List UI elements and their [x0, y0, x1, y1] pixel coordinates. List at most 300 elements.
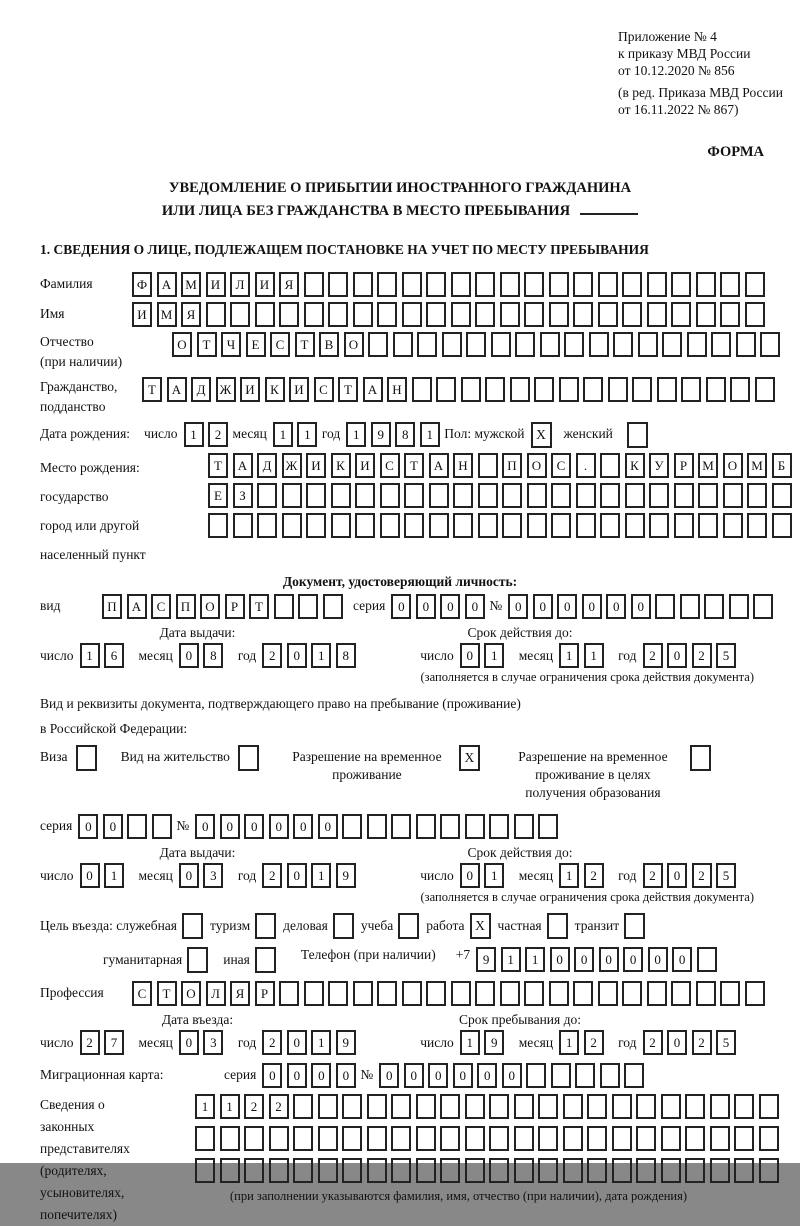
char-cell[interactable]: 1 [460, 1030, 480, 1055]
char-cell[interactable] [696, 272, 716, 297]
char-cell[interactable] [220, 1158, 240, 1183]
char-cell[interactable]: 2 [262, 863, 282, 888]
char-cell[interactable]: 0 [550, 947, 570, 972]
char-cell[interactable] [220, 1126, 240, 1151]
char-cell[interactable] [233, 513, 253, 538]
char-cell[interactable] [515, 332, 535, 357]
char-cell[interactable] [723, 513, 743, 538]
char-cell[interactable] [551, 513, 571, 538]
char-cell[interactable] [298, 594, 318, 619]
char-cell[interactable]: 6 [104, 643, 124, 668]
char-cell[interactable]: 0 [391, 594, 411, 619]
char-cell[interactable] [417, 332, 437, 357]
char-cell[interactable] [331, 513, 351, 538]
char-cell[interactable] [489, 1126, 509, 1151]
char-cell[interactable] [549, 302, 569, 327]
char-cell[interactable]: 0 [262, 1063, 282, 1088]
char-cell[interactable] [564, 332, 584, 357]
char-cell[interactable] [612, 1158, 632, 1183]
char-cell[interactable] [734, 1094, 754, 1119]
char-cell[interactable]: Т [197, 332, 217, 357]
char-cell[interactable]: С [270, 332, 290, 357]
char-cell[interactable] [429, 483, 449, 508]
char-cell[interactable] [416, 1126, 436, 1151]
char-cell[interactable]: 0 [287, 1063, 307, 1088]
char-cell[interactable]: Я [230, 981, 250, 1006]
char-cell[interactable]: 0 [533, 594, 553, 619]
char-cell[interactable] [587, 1126, 607, 1151]
char-cell[interactable]: 2 [80, 1030, 100, 1055]
char-cell[interactable]: 8 [203, 643, 223, 668]
char-cell[interactable] [583, 377, 603, 402]
char-cell[interactable]: А [167, 377, 187, 402]
char-cell[interactable] [514, 1094, 534, 1119]
purpose-other-checkbox[interactable] [255, 947, 276, 973]
char-cell[interactable] [661, 1094, 681, 1119]
doc-series-cells[interactable] [391, 594, 489, 619]
char-cell[interactable] [426, 272, 446, 297]
char-cell[interactable] [208, 513, 228, 538]
char-cell[interactable]: 0 [606, 594, 626, 619]
char-cell[interactable]: 2 [208, 422, 228, 447]
char-cell[interactable] [598, 272, 618, 297]
char-cell[interactable] [355, 513, 375, 538]
char-cell[interactable]: Б [772, 453, 792, 478]
char-cell[interactable] [647, 981, 667, 1006]
char-cell[interactable]: О [344, 332, 364, 357]
char-cell[interactable] [549, 981, 569, 1006]
char-cell[interactable]: 1 [501, 947, 521, 972]
char-cell[interactable] [734, 1158, 754, 1183]
char-cell[interactable] [502, 483, 522, 508]
char-cell[interactable] [451, 981, 471, 1006]
char-cell[interactable] [478, 513, 498, 538]
char-cell[interactable]: М [181, 272, 201, 297]
char-cell[interactable] [304, 981, 324, 1006]
char-cell[interactable]: И [306, 453, 326, 478]
char-cell[interactable]: Р [255, 981, 275, 1006]
char-cell[interactable] [367, 1126, 387, 1151]
char-cell[interactable] [152, 814, 172, 839]
char-cell[interactable]: 1 [484, 643, 504, 668]
char-cell[interactable] [649, 513, 669, 538]
char-cell[interactable] [318, 1094, 338, 1119]
char-cell[interactable] [747, 513, 767, 538]
char-cell[interactable] [293, 1094, 313, 1119]
char-cell[interactable] [391, 1126, 411, 1151]
char-cell[interactable] [753, 594, 773, 619]
char-cell[interactable] [736, 332, 756, 357]
char-cell[interactable]: 0 [574, 947, 594, 972]
stay-issue-month-cells[interactable] [179, 863, 228, 888]
migration-series-cells[interactable] [262, 1063, 360, 1088]
issue-month-cells[interactable] [179, 643, 228, 668]
char-cell[interactable] [402, 981, 422, 1006]
char-cell[interactable]: И [206, 272, 226, 297]
char-cell[interactable]: 0 [103, 814, 123, 839]
char-cell[interactable]: 3 [203, 863, 223, 888]
char-cell[interactable] [404, 513, 424, 538]
stay-valid-month-cells[interactable] [559, 863, 608, 888]
char-cell[interactable] [342, 1158, 362, 1183]
char-cell[interactable] [600, 453, 620, 478]
char-cell[interactable] [195, 1158, 215, 1183]
char-cell[interactable]: 2 [643, 863, 663, 888]
char-cell[interactable] [745, 272, 765, 297]
char-cell[interactable] [573, 272, 593, 297]
char-cell[interactable] [549, 272, 569, 297]
given-name-cells[interactable] [132, 302, 769, 327]
char-cell[interactable] [612, 1094, 632, 1119]
char-cell[interactable] [622, 272, 642, 297]
char-cell[interactable] [647, 302, 667, 327]
char-cell[interactable]: 0 [269, 814, 289, 839]
char-cell[interactable]: 0 [648, 947, 668, 972]
char-cell[interactable]: 0 [502, 1063, 522, 1088]
char-cell[interactable]: Д [191, 377, 211, 402]
char-cell[interactable]: Е [246, 332, 266, 357]
char-cell[interactable] [760, 332, 780, 357]
char-cell[interactable] [687, 332, 707, 357]
char-cell[interactable]: 0 [78, 814, 98, 839]
char-cell[interactable] [647, 272, 667, 297]
char-cell[interactable]: 2 [692, 643, 712, 668]
char-cell[interactable] [534, 377, 554, 402]
char-cell[interactable] [355, 483, 375, 508]
char-cell[interactable]: 1 [297, 422, 317, 447]
char-cell[interactable] [404, 483, 424, 508]
stay-series-cells[interactable] [78, 814, 176, 839]
char-cell[interactable]: 0 [477, 1063, 497, 1088]
char-cell[interactable] [576, 513, 596, 538]
char-cell[interactable] [304, 272, 324, 297]
char-cell[interactable]: 1 [80, 643, 100, 668]
char-cell[interactable] [524, 981, 544, 1006]
char-cell[interactable]: 1 [584, 643, 604, 668]
entry-year-cells[interactable] [262, 1030, 360, 1055]
char-cell[interactable] [524, 272, 544, 297]
surname-cells[interactable] [132, 272, 769, 297]
char-cell[interactable]: О [172, 332, 192, 357]
char-cell[interactable]: Ф [132, 272, 152, 297]
char-cell[interactable]: Л [206, 981, 226, 1006]
char-cell[interactable]: 0 [287, 1030, 307, 1055]
char-cell[interactable]: И [289, 377, 309, 402]
char-cell[interactable] [624, 1063, 644, 1088]
char-cell[interactable] [478, 453, 498, 478]
char-cell[interactable]: З [233, 483, 253, 508]
char-cell[interactable] [282, 513, 302, 538]
char-cell[interactable]: 9 [336, 1030, 356, 1055]
char-cell[interactable]: С [551, 453, 571, 478]
char-cell[interactable]: 0 [428, 1063, 448, 1088]
char-cell[interactable] [244, 1126, 264, 1151]
char-cell[interactable] [318, 1126, 338, 1151]
char-cell[interactable] [461, 377, 481, 402]
char-cell[interactable] [402, 272, 422, 297]
char-cell[interactable] [720, 272, 740, 297]
char-cell[interactable]: И [255, 272, 275, 297]
char-cell[interactable] [671, 272, 691, 297]
char-cell[interactable]: 1 [525, 947, 545, 972]
char-cell[interactable]: Я [181, 302, 201, 327]
char-cell[interactable] [625, 483, 645, 508]
char-cell[interactable]: М [157, 302, 177, 327]
char-cell[interactable]: Е [208, 483, 228, 508]
char-cell[interactable] [573, 302, 593, 327]
char-cell[interactable] [608, 377, 628, 402]
stay-issue-day-cells[interactable] [80, 863, 129, 888]
char-cell[interactable] [685, 1126, 705, 1151]
char-cell[interactable]: Т [338, 377, 358, 402]
purpose-tourism-checkbox[interactable] [255, 913, 276, 939]
sex-male-checkbox[interactable]: X [531, 422, 552, 448]
char-cell[interactable]: 0 [220, 814, 240, 839]
char-cell[interactable]: 0 [244, 814, 264, 839]
char-cell[interactable] [465, 814, 485, 839]
char-cell[interactable] [380, 513, 400, 538]
char-cell[interactable]: 2 [643, 1030, 663, 1055]
char-cell[interactable] [538, 814, 558, 839]
char-cell[interactable] [575, 1063, 595, 1088]
char-cell[interactable]: Т [157, 981, 177, 1006]
char-cell[interactable]: 2 [692, 1030, 712, 1055]
char-cell[interactable]: 0 [557, 594, 577, 619]
char-cell[interactable]: 5 [716, 1030, 736, 1055]
char-cell[interactable] [353, 981, 373, 1006]
char-cell[interactable]: Р [225, 594, 245, 619]
char-cell[interactable] [500, 302, 520, 327]
char-cell[interactable] [293, 1126, 313, 1151]
char-cell[interactable] [514, 814, 534, 839]
phone-cells[interactable] [476, 947, 721, 972]
char-cell[interactable] [323, 594, 343, 619]
char-cell[interactable] [342, 1094, 362, 1119]
legal-reps-row1[interactable] [195, 1094, 783, 1119]
char-cell[interactable] [587, 1158, 607, 1183]
char-cell[interactable] [466, 332, 486, 357]
char-cell[interactable] [306, 513, 326, 538]
char-cell[interactable]: 0 [293, 814, 313, 839]
char-cell[interactable] [306, 483, 326, 508]
char-cell[interactable] [367, 814, 387, 839]
char-cell[interactable]: Н [453, 453, 473, 478]
issue-day-cells[interactable] [80, 643, 129, 668]
char-cell[interactable] [638, 332, 658, 357]
char-cell[interactable]: Т [142, 377, 162, 402]
char-cell[interactable] [416, 1158, 436, 1183]
char-cell[interactable] [573, 981, 593, 1006]
char-cell[interactable]: М [698, 453, 718, 478]
char-cell[interactable]: 0 [179, 1030, 199, 1055]
char-cell[interactable] [538, 1126, 558, 1151]
char-cell[interactable] [127, 814, 147, 839]
char-cell[interactable]: . [576, 453, 596, 478]
stay-valid-year-cells[interactable] [643, 863, 741, 888]
char-cell[interactable] [729, 594, 749, 619]
char-cell[interactable]: Т [295, 332, 315, 357]
char-cell[interactable] [491, 332, 511, 357]
char-cell[interactable] [632, 377, 652, 402]
char-cell[interactable] [436, 377, 456, 402]
char-cell[interactable] [551, 1063, 571, 1088]
char-cell[interactable]: 5 [716, 863, 736, 888]
birth-place-row1[interactable] [208, 453, 796, 478]
char-cell[interactable]: 1 [104, 863, 124, 888]
char-cell[interactable]: С [132, 981, 152, 1006]
purpose-official-checkbox[interactable] [182, 913, 203, 939]
char-cell[interactable] [636, 1158, 656, 1183]
char-cell[interactable] [527, 483, 547, 508]
char-cell[interactable]: Т [249, 594, 269, 619]
doc-number-cells[interactable] [508, 594, 778, 619]
char-cell[interactable]: 0 [404, 1063, 424, 1088]
stay-until-month-cells[interactable] [559, 1030, 608, 1055]
char-cell[interactable]: 0 [195, 814, 215, 839]
char-cell[interactable] [342, 1126, 362, 1151]
char-cell[interactable]: В [319, 332, 339, 357]
char-cell[interactable] [440, 814, 460, 839]
char-cell[interactable] [195, 1126, 215, 1151]
char-cell[interactable] [671, 981, 691, 1006]
char-cell[interactable] [353, 272, 373, 297]
char-cell[interactable] [697, 947, 717, 972]
char-cell[interactable]: Т [404, 453, 424, 478]
char-cell[interactable]: 0 [287, 863, 307, 888]
purpose-work-checkbox[interactable]: X [470, 913, 491, 939]
birth-month-cells[interactable] [273, 422, 322, 447]
char-cell[interactable] [711, 332, 731, 357]
char-cell[interactable] [451, 272, 471, 297]
char-cell[interactable] [279, 302, 299, 327]
char-cell[interactable]: 0 [453, 1063, 473, 1088]
char-cell[interactable] [257, 513, 277, 538]
char-cell[interactable] [524, 302, 544, 327]
purpose-humanitarian-checkbox[interactable] [187, 947, 208, 973]
char-cell[interactable] [416, 1094, 436, 1119]
char-cell[interactable] [391, 1094, 411, 1119]
char-cell[interactable] [636, 1126, 656, 1151]
char-cell[interactable] [269, 1126, 289, 1151]
char-cell[interactable]: О [200, 594, 220, 619]
char-cell[interactable]: 0 [667, 643, 687, 668]
char-cell[interactable] [538, 1094, 558, 1119]
char-cell[interactable]: 1 [484, 863, 504, 888]
char-cell[interactable] [745, 981, 765, 1006]
char-cell[interactable] [331, 483, 351, 508]
valid-day-cells[interactable] [460, 643, 509, 668]
patronymic-cells[interactable] [172, 332, 785, 357]
char-cell[interactable]: Д [257, 453, 277, 478]
char-cell[interactable]: 0 [460, 863, 480, 888]
char-cell[interactable]: Р [674, 453, 694, 478]
char-cell[interactable] [538, 1158, 558, 1183]
char-cell[interactable] [485, 377, 505, 402]
char-cell[interactable] [747, 483, 767, 508]
char-cell[interactable] [661, 1126, 681, 1151]
char-cell[interactable] [478, 483, 498, 508]
char-cell[interactable] [255, 302, 275, 327]
char-cell[interactable] [353, 302, 373, 327]
char-cell[interactable] [510, 377, 530, 402]
char-cell[interactable]: К [625, 453, 645, 478]
char-cell[interactable] [367, 1094, 387, 1119]
char-cell[interactable] [540, 332, 560, 357]
char-cell[interactable]: 0 [440, 594, 460, 619]
birth-place-row2[interactable] [208, 483, 796, 508]
char-cell[interactable]: 0 [465, 594, 485, 619]
char-cell[interactable] [704, 594, 724, 619]
stay-valid-day-cells[interactable] [460, 863, 509, 888]
char-cell[interactable]: П [176, 594, 196, 619]
char-cell[interactable] [759, 1126, 779, 1151]
char-cell[interactable]: 7 [104, 1030, 124, 1055]
char-cell[interactable]: 2 [244, 1094, 264, 1119]
char-cell[interactable] [622, 302, 642, 327]
char-cell[interactable] [759, 1094, 779, 1119]
char-cell[interactable]: 2 [643, 643, 663, 668]
char-cell[interactable] [429, 513, 449, 538]
char-cell[interactable] [612, 1126, 632, 1151]
char-cell[interactable]: 0 [311, 1063, 331, 1088]
valid-year-cells[interactable] [643, 643, 741, 668]
char-cell[interactable] [622, 981, 642, 1006]
char-cell[interactable]: 1 [559, 863, 579, 888]
char-cell[interactable] [230, 302, 250, 327]
char-cell[interactable]: 0 [582, 594, 602, 619]
char-cell[interactable] [551, 483, 571, 508]
purpose-business-checkbox[interactable] [333, 913, 354, 939]
char-cell[interactable] [244, 1158, 264, 1183]
char-cell[interactable] [442, 332, 462, 357]
char-cell[interactable]: 0 [599, 947, 619, 972]
char-cell[interactable] [772, 513, 792, 538]
char-cell[interactable]: 2 [584, 863, 604, 888]
char-cell[interactable] [342, 814, 362, 839]
char-cell[interactable] [257, 483, 277, 508]
char-cell[interactable] [598, 302, 618, 327]
issue-year-cells[interactable] [262, 643, 360, 668]
char-cell[interactable] [674, 513, 694, 538]
char-cell[interactable]: 0 [336, 1063, 356, 1088]
char-cell[interactable] [680, 594, 700, 619]
char-cell[interactable]: А [127, 594, 147, 619]
char-cell[interactable] [600, 483, 620, 508]
char-cell[interactable]: 2 [269, 1094, 289, 1119]
char-cell[interactable] [772, 483, 792, 508]
char-cell[interactable] [440, 1158, 460, 1183]
char-cell[interactable]: 1 [346, 422, 366, 447]
char-cell[interactable] [563, 1126, 583, 1151]
char-cell[interactable] [269, 1158, 289, 1183]
char-cell[interactable] [377, 302, 397, 327]
char-cell[interactable] [402, 302, 422, 327]
char-cell[interactable] [681, 377, 701, 402]
char-cell[interactable]: 0 [631, 594, 651, 619]
char-cell[interactable] [440, 1126, 460, 1151]
char-cell[interactable]: 3 [203, 1030, 223, 1055]
char-cell[interactable]: К [331, 453, 351, 478]
doc-kind-cells[interactable] [102, 594, 347, 619]
char-cell[interactable] [745, 302, 765, 327]
char-cell[interactable]: 0 [667, 863, 687, 888]
visa-checkbox[interactable] [76, 745, 97, 771]
char-cell[interactable]: Я [279, 272, 299, 297]
char-cell[interactable]: 1 [559, 643, 579, 668]
char-cell[interactable] [279, 981, 299, 1006]
char-cell[interactable] [328, 981, 348, 1006]
char-cell[interactable] [685, 1094, 705, 1119]
